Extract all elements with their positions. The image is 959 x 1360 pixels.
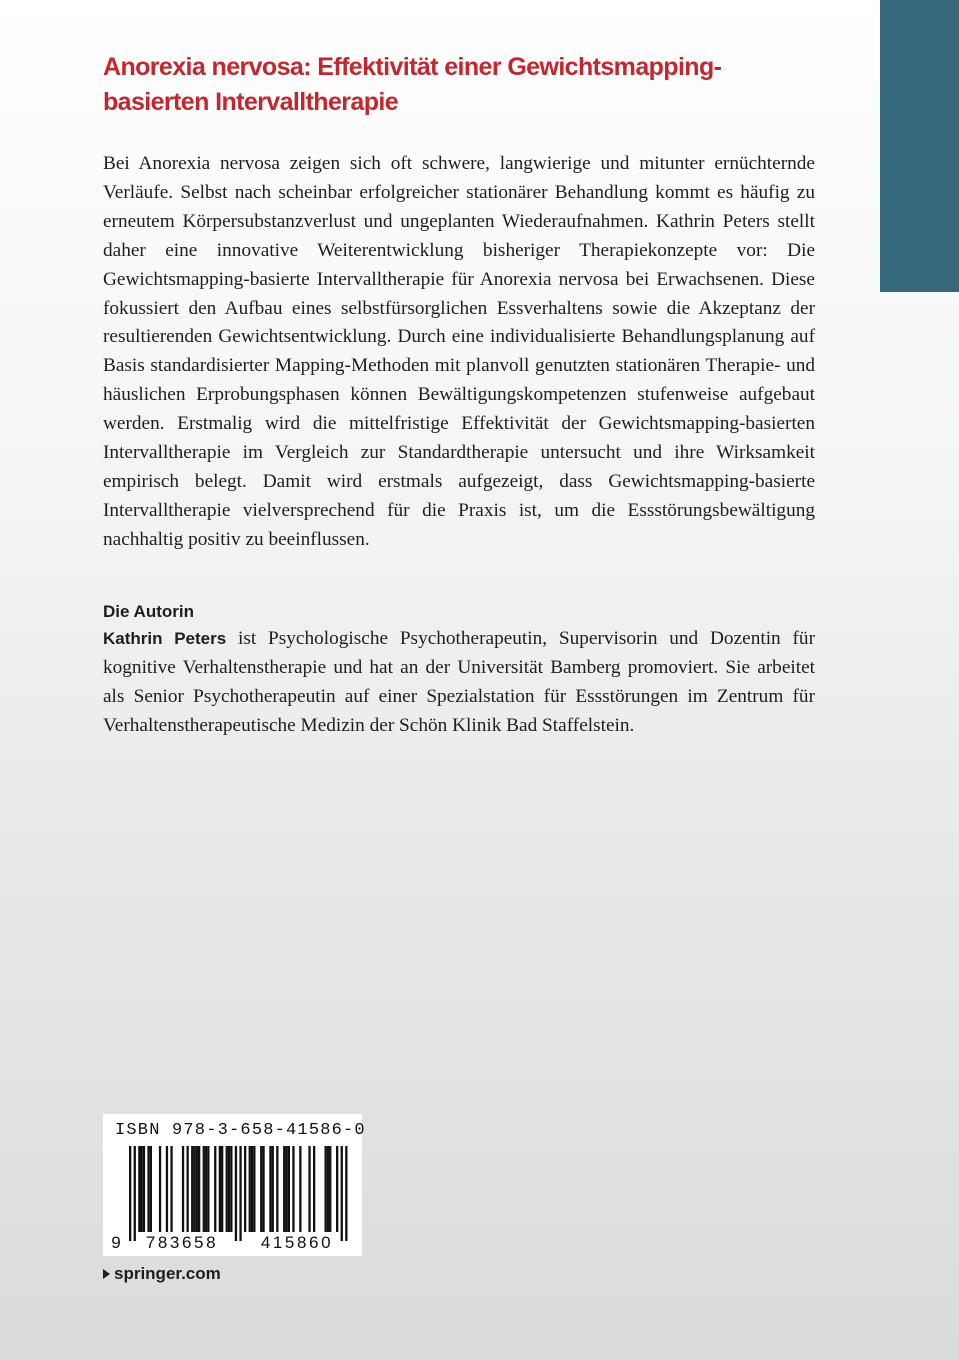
isbn-barcode: [103, 1114, 366, 1256]
author-section-heading: Die Autorin: [103, 602, 194, 621]
barcode-bar: [336, 1146, 338, 1232]
barcode-bar: [143, 1146, 145, 1232]
author-bio-text: ist Psychologische Psychotherapeutin, Supervisorin und Dozentin für kognitive Verhaltenstherapie und hat an der Universität Bamberg promoviert. Sie arbeitet als Senior Psychotherapeutin auf einer Spezialstation für Essstörungen im Zentrum für Verhaltenstherapeutische Medizin der Schön Klinik Bad Staffelstein.: [103, 628, 815, 736]
barcode-bar: [150, 1146, 152, 1232]
barcode-bar: [221, 1146, 223, 1232]
barcode-bar: [285, 1146, 287, 1232]
website-label: springer.com: [114, 1264, 221, 1283]
barcode-bar: [341, 1146, 343, 1241]
barcode-bar: [170, 1146, 172, 1232]
barcode-bar: [272, 1146, 274, 1232]
barcode-bar: [325, 1146, 327, 1232]
cover-accent-tab: [880, 0, 959, 292]
barcode-bar: [141, 1146, 143, 1232]
barcode-bar: [182, 1146, 184, 1232]
author-name: Kathrin Peters: [103, 629, 227, 648]
author-bio: [103, 625, 815, 741]
barcode-bar: [187, 1146, 189, 1232]
barcode-bar: [299, 1146, 301, 1232]
barcode-bar: [207, 1146, 209, 1232]
barcode-bar: [198, 1146, 200, 1232]
barcode-bar: [129, 1146, 131, 1241]
barcode-bar: [249, 1146, 251, 1232]
barcode-first-digit: 9: [111, 1233, 121, 1252]
barcode-bar: [329, 1146, 331, 1232]
publisher-website[interactable]: [103, 1262, 221, 1286]
barcode-bar: [159, 1146, 161, 1232]
barcode-graphic: [103, 1114, 362, 1256]
barcode-bar: [276, 1146, 278, 1232]
barcode-bar: [308, 1146, 310, 1232]
barcode-bar: [283, 1146, 285, 1232]
barcode-bar: [166, 1146, 168, 1232]
barcode-right-digits: 415860: [260, 1233, 334, 1252]
barcode-bar: [205, 1146, 207, 1232]
barcode-bar: [260, 1146, 262, 1232]
barcode-bar: [244, 1146, 246, 1232]
barcode-bar: [327, 1146, 329, 1232]
barcode-left-digits: 783658: [145, 1233, 219, 1252]
barcode-bar: [219, 1146, 221, 1232]
barcode-bar: [228, 1146, 230, 1232]
barcode-bar: [138, 1146, 140, 1232]
barcode-bar: [147, 1146, 149, 1232]
isbn-label: ISBN 978-3-658-41586-0: [115, 1121, 366, 1140]
barcode-bar: [262, 1146, 264, 1232]
arrow-right-icon: [103, 1269, 110, 1279]
barcode-bar: [230, 1146, 232, 1232]
barcode-bar: [345, 1146, 347, 1241]
barcode-bar: [253, 1146, 255, 1232]
barcode-bar: [235, 1146, 237, 1241]
book-blurb: Bei Anorexia nervosa zeigen sich oft schwere, langwierige und mitunter ernüchternde Verläufe. Selbst nach scheinbar erfolgreicher stationärer Behandlung kommt es häufig zu erneutem Körpersubstanzverlust und ungeplanten Wiederaufnahmen. Kathrin Peters stellt daher eine innovative Weiterentwicklung bisheriger Therapiekonzepte vor: Die Gewichtsmapping-basierte Intervalltherapie für Anorexia nervosa bei Erwachsenen. Diese fokussiert den Aufbau eines selbstfürsorglichen Essverhaltens sowie die Akzeptanz der resultierenden Gewichtsentwicklung. Durch eine individualisierte Behandlungsplanung auf Basis standardisierter Mapping-Methoden mit planvoll genutzten stationären Therapie- und häuslichen Erprobungsphasen können Bewältigungskompetenzen stufenweise aufgebaut werden. Erstmalig wird die mittelfristige Effektivität der Gewichtsmapping-basierten Intervalltherapie im Vergleich zur Standardtherapie untersucht und ihre Wirksamkeit empirisch belegt. Damit wird erstmals aufgezeigt, dass Gewichtsmapping-basierte Intervalltherapie vielversprechend für die Praxis ist, um die Essstörungsbewältigung nachhaltig positiv zu beeinflussen.: [103, 153, 815, 550]
barcode-bar: [134, 1146, 136, 1241]
barcode-bar: [193, 1146, 195, 1232]
barcode-bar: [288, 1146, 290, 1232]
book-title: Anorexia nervosa: Effektivität einer Gewichtsmapping-basierten Intervalltherapie: [103, 53, 722, 116]
barcode-bar: [239, 1146, 241, 1241]
barcode-bar: [292, 1146, 294, 1232]
barcode-bar: [191, 1146, 193, 1232]
barcode-bar: [269, 1146, 271, 1232]
barcode-bar: [214, 1146, 216, 1232]
barcode-bar: [203, 1146, 205, 1232]
barcode-bar: [226, 1146, 228, 1232]
barcode-bar: [313, 1146, 315, 1232]
barcode-bar: [251, 1146, 253, 1232]
barcode-bar: [196, 1146, 198, 1232]
